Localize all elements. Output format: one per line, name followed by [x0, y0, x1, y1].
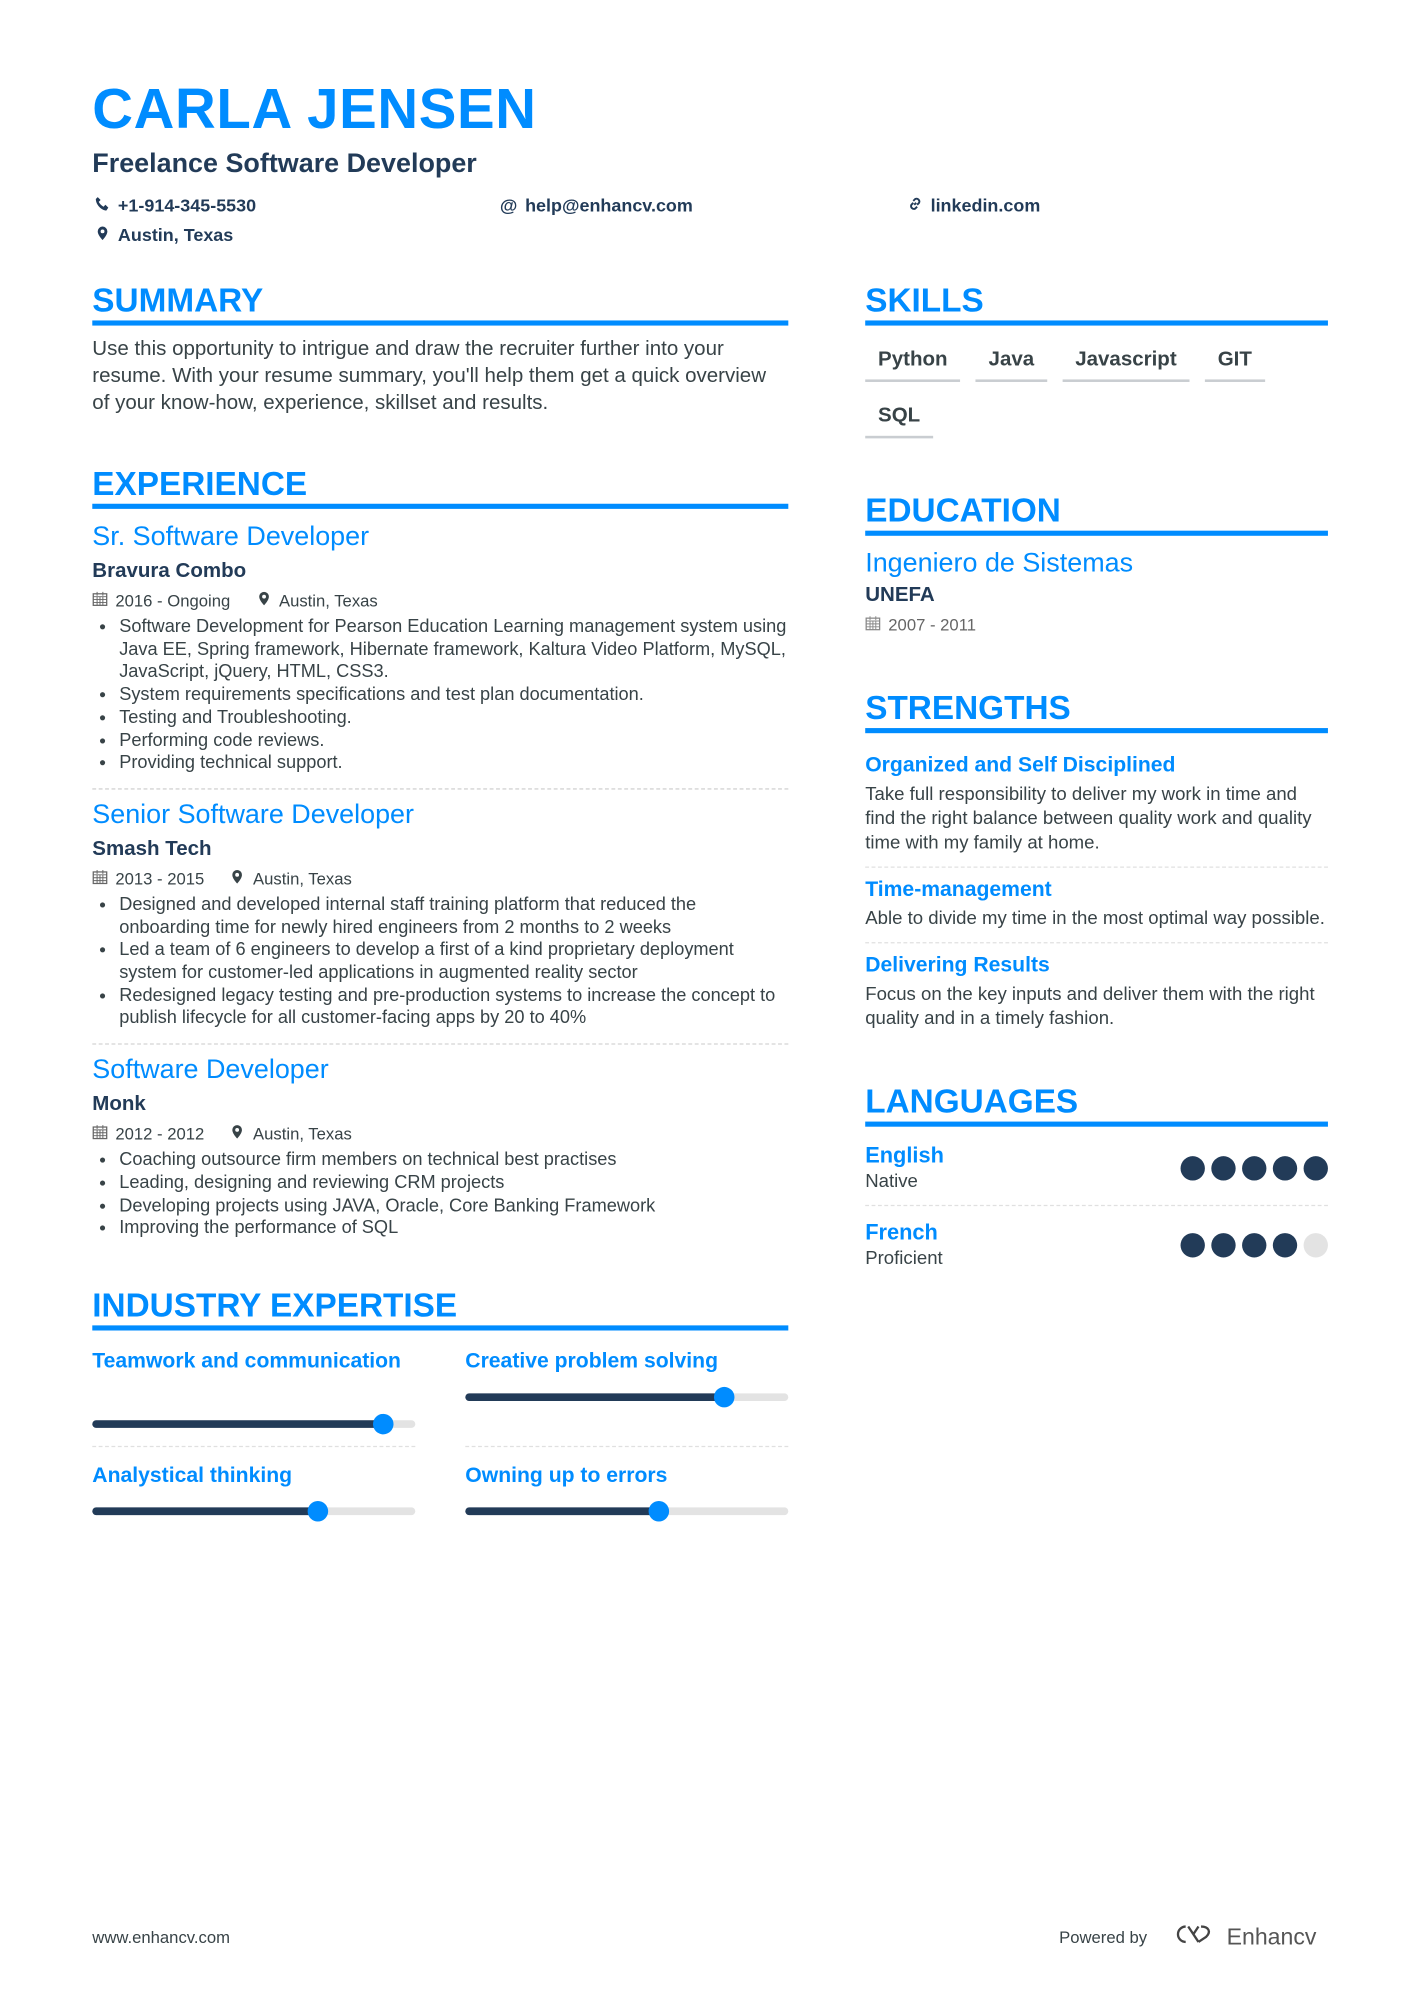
edu-school: UNEFA	[865, 584, 935, 607]
location-pin-icon	[256, 588, 271, 614]
job-location: Austin, Texas	[253, 868, 352, 889]
expertise-item	[465, 1341, 788, 1447]
candidate-title: Freelance Software Developer	[92, 148, 477, 179]
skill-tag: Javascript	[1062, 341, 1189, 382]
rating-dot-filled	[1211, 1156, 1235, 1180]
contact-phone	[95, 195, 256, 216]
job-company: Smash Tech	[92, 838, 212, 860]
job-company: Monk	[92, 1093, 146, 1116]
summary-section	[92, 279, 788, 416]
language-name: French	[865, 1220, 938, 1245]
rating-dot-filled	[1211, 1233, 1235, 1257]
location-pin-icon	[95, 224, 110, 245]
expertise-item	[92, 1447, 415, 1533]
rating-dot-filled	[1273, 1156, 1297, 1180]
powered-by	[1059, 1923, 1316, 1952]
job-location: Austin, Texas	[278, 590, 378, 611]
at-icon: @	[499, 194, 518, 216]
right-column	[865, 279, 1328, 1281]
bullet: • Redesigned legacy testing and pre-production systems to increase the concept to publish lifecycle for all customer-facing apps by 20 to 40%	[119, 985, 788, 1030]
language-rating	[1181, 1233, 1328, 1257]
bullet: • Testing and Troubleshooting.	[119, 707, 788, 730]
industry-expertise-section	[92, 1284, 788, 1533]
rating-dot-filled	[1181, 1156, 1205, 1180]
bullet: • Providing technical support.	[119, 753, 788, 776]
expertise-item	[465, 1447, 788, 1533]
job-role: Senior Software Developer	[92, 799, 414, 830]
strength-title: Time-management	[865, 878, 1052, 902]
expertise-label: Creative problem solving	[465, 1349, 718, 1373]
divider	[92, 1044, 788, 1045]
expertise-slider	[465, 1507, 788, 1515]
candidate-name: CARLA JENSEN	[92, 78, 537, 141]
strength-desc: Focus on the key inputs and deliver them with the right quality and in a timely fashion.	[865, 984, 1315, 1030]
experience-entry	[92, 519, 788, 789]
job-bullets	[92, 1150, 788, 1241]
contact-email	[500, 195, 693, 216]
expertise-item	[92, 1341, 415, 1447]
bullet: • Improving the performance of SQL	[119, 1218, 788, 1241]
calendar-icon	[865, 613, 880, 639]
divider	[92, 788, 788, 789]
strengths-section	[865, 687, 1328, 1042]
calendar-icon	[92, 1122, 107, 1148]
resume-header	[92, 77, 1323, 254]
location-pin-icon	[230, 866, 245, 892]
language-level: Native	[865, 1171, 918, 1193]
strengths-heading: STRENGTHS	[865, 687, 1328, 733]
contact-location	[95, 224, 233, 245]
language-name: English	[865, 1143, 944, 1168]
expertise-label: Owning up to errors	[465, 1463, 668, 1487]
skill-tag: SQL	[865, 397, 933, 438]
contact-link	[908, 195, 1041, 216]
contact-info	[92, 187, 1323, 254]
strength-desc: Take full responsibility to deliver my work in time and find the right balance between quality work and quality time with my family at home.	[865, 784, 1312, 854]
experience-entry	[92, 797, 788, 1045]
skills-section	[865, 279, 1328, 453]
link-text[interactable]: linkedin.com	[930, 194, 1041, 216]
email-text[interactable]: help@enhancv.com	[525, 194, 693, 216]
language-item	[865, 1206, 1328, 1282]
job-role: Software Developer	[92, 1055, 329, 1085]
enhancv-brand-text: Enhancv	[1226, 1923, 1317, 1950]
experience-entry	[92, 1053, 788, 1241]
link-icon	[908, 195, 923, 216]
enhancv-logo-icon	[1170, 1923, 1216, 1952]
expertise-grid	[92, 1341, 788, 1533]
job-meta	[92, 1122, 788, 1148]
bullet: • Developing projects using JAVA, Oracle, Core Banking Framework	[119, 1195, 788, 1218]
job-location: Austin, Texas	[253, 1124, 352, 1144]
job-role: Sr. Software Developer	[92, 521, 370, 552]
languages-heading: LANGUAGES	[865, 1081, 1328, 1127]
expertise-slider	[92, 1507, 415, 1515]
skill-tag: Java	[976, 341, 1047, 382]
edu-dates: 2007 - 2011	[888, 615, 977, 635]
expertise-slider	[465, 1393, 788, 1401]
rating-dot-empty	[1304, 1233, 1328, 1257]
edu-meta	[865, 613, 1328, 639]
rating-dot-filled	[1304, 1156, 1328, 1180]
summary-text: Use this opportunity to intrigue and draw the recruiter further into your resume. With your resume summary, you'll help them get a quick overview of your know-how, experience, skillset and results.	[92, 338, 767, 415]
calendar-icon	[92, 588, 107, 614]
language-level: Proficient	[865, 1248, 943, 1269]
expertise-label: Analystical thinking	[92, 1463, 293, 1487]
rating-dot-filled	[1242, 1156, 1266, 1180]
bullet: • Designed and developed internal staff training platform that reduced the onboarding time for newly hired engineers from 2 months to 2 weeks	[119, 895, 788, 940]
job-bullets	[92, 895, 788, 1031]
job-company: Bravura Combo	[92, 560, 247, 582]
bullet: • Coaching outsource firm members on technical best practises	[119, 1150, 788, 1173]
skill-tag: Python	[865, 341, 960, 382]
skill-tag: GIT	[1205, 341, 1265, 382]
enhancv-logo[interactable]	[1170, 1923, 1316, 1952]
strength-item	[865, 943, 1328, 1042]
rating-dot-filled	[1181, 1233, 1205, 1257]
bullet: • System requirements specifications and test plan documentation.	[119, 685, 788, 708]
expertise-slider	[92, 1420, 415, 1428]
job-dates: 2013 - 2015	[115, 868, 205, 889]
job-dates: 2016 - Ongoing	[115, 590, 231, 611]
powered-by-label: Powered by	[1059, 1927, 1148, 1948]
expertise-label: Teamwork and communication	[92, 1349, 401, 1373]
strength-title: Delivering Results	[865, 953, 1050, 977]
skills-list	[865, 341, 1328, 454]
phone-icon	[95, 195, 110, 216]
job-meta	[92, 588, 788, 614]
strength-desc: Able to divide my time in the most optimal way possible.	[865, 908, 1325, 930]
footer-website[interactable]: www.enhancv.com	[92, 1927, 230, 1948]
page-footer	[92, 1923, 1316, 1952]
rating-dot-filled	[1242, 1233, 1266, 1257]
industry-expertise-heading: INDUSTRY EXPERTISE	[92, 1284, 788, 1330]
job-meta	[92, 866, 788, 892]
strength-item	[865, 868, 1328, 944]
location-pin-icon	[230, 1122, 245, 1148]
job-dates: 2012 - 2012	[115, 1124, 205, 1144]
phone-text: +1-914-345-5530	[117, 194, 257, 216]
job-bullets	[92, 617, 788, 776]
summary-heading: SUMMARY	[92, 279, 788, 325]
bullet: • Leading, designing and reviewing CRM projects	[119, 1173, 788, 1196]
strength-item	[865, 743, 1328, 867]
languages-section	[865, 1081, 1328, 1282]
bullet: • Led a team of 6 engineers to develop a first of a kind proprietary deployment system for customer-led applications in augmented reality sector	[119, 940, 788, 985]
bullet: • Performing code reviews.	[119, 730, 788, 753]
language-rating	[1181, 1156, 1328, 1180]
rating-dot-filled	[1273, 1233, 1297, 1257]
left-column	[92, 279, 788, 1533]
strength-title: Organized and Self Disciplined	[865, 753, 1176, 777]
edu-degree: Ingeniero de Sistemas	[865, 548, 1134, 579]
language-item	[865, 1137, 1328, 1206]
location-text: Austin, Texas	[117, 224, 234, 245]
education-section	[865, 490, 1328, 639]
experience-heading: EXPERIENCE	[92, 463, 788, 509]
education-heading: EDUCATION	[865, 490, 1328, 536]
experience-section	[92, 463, 788, 1241]
bullet: • Software Development for Pearson Education Learning management system using Java EE, Spring framework, Hibernate framework, Kaltura Video Platform, MySQL, JavaScript, jQuery, HTML, CSS3.	[119, 617, 788, 685]
skills-heading: SKILLS	[865, 279, 1328, 325]
calendar-icon	[92, 866, 107, 892]
